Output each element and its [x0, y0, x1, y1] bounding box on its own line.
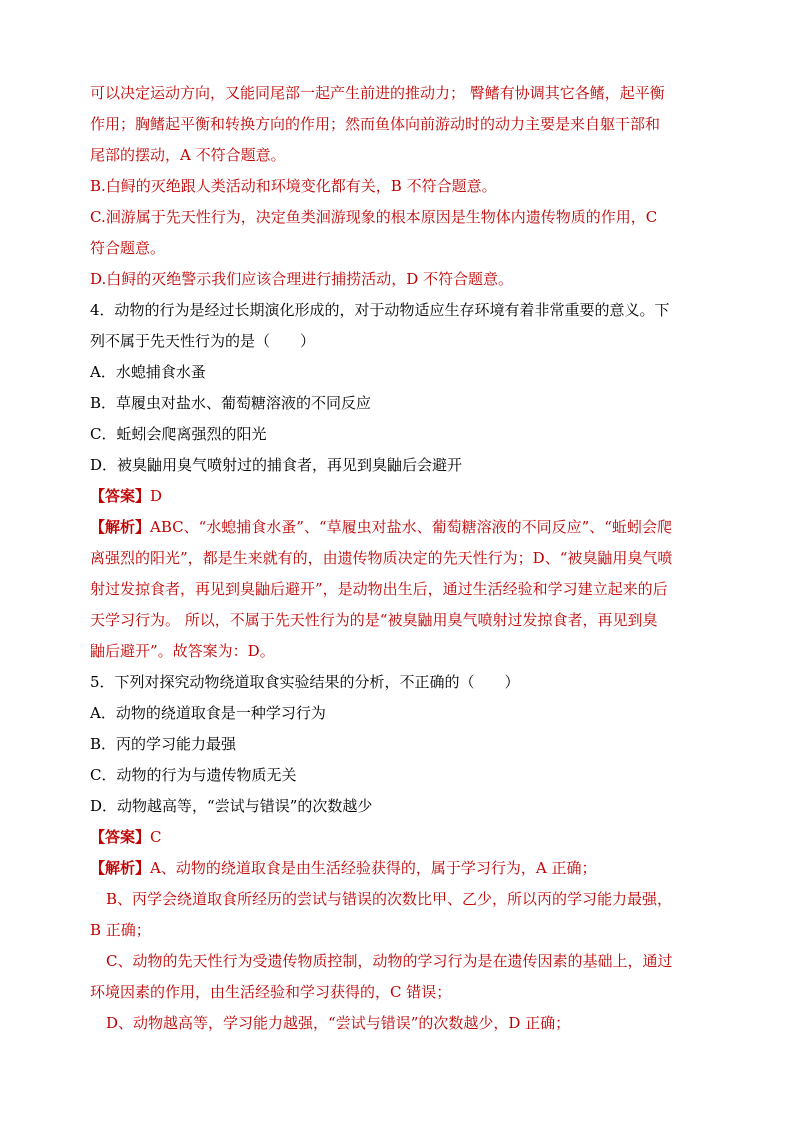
question-5-option-d: D．动物越高等，“尝试与错误”的次数越少 [90, 797, 373, 815]
analysis-text: ABC、“水螅捕食水蚤”、“草履虫对盐水、葡萄糖溶液的不同反应”、“蚯蚓会爬 [150, 518, 672, 536]
answer-value: D [150, 487, 163, 505]
option-analysis-c: C.洄游属于先天性行为，决定鱼类洄游现象的根本原因是生物体内遗传物质的作用，C [90, 208, 658, 226]
answer-value: C [150, 828, 162, 846]
question-4-analysis-line: 射过发掠食者，再见到臭鼬后避开”，是动物出生后，通过生活经验和学习建立起来的后 [90, 580, 668, 598]
question-5-option-c: C．动物的行为与遗传物质无关 [90, 766, 297, 784]
question-5-analysis-b: B 正确； [90, 921, 151, 939]
analysis-continuation-line: 尾部的摆动，A 不符合题意。 [90, 146, 286, 164]
option-analysis-d: D.白鲟的灭绝警示我们应该合理进行捕捞活动，D 不符合题意。 [90, 270, 514, 288]
analysis-continuation-line: 作用；胸鳍起平衡和转换方向的作用；然而鱼体向前游动时的动力主要是来自躯干部和 [90, 115, 661, 133]
option-analysis-c: 符合题意。 [90, 239, 166, 257]
question-5-option-a: A．动物的绕道取食是一种学习行为 [90, 704, 326, 722]
question-4-stem: 4．动物的行为是经过长期演化形成的，对于动物适应生存环境有着非常重要的意义。下 [90, 301, 670, 319]
answer-tag: 【答案】 [90, 487, 151, 505]
question-4-answer [90, 481, 708, 512]
question-5-stem: 5．下列对探究动物绕道取食实验结果的分析，不正确的（ ） [90, 673, 520, 691]
question-5-analysis-c: 环境因素的作用，由生活经验和学习获得的，C 错误； [90, 983, 452, 1001]
analysis-tag: 【解析】 [90, 518, 151, 536]
page-content [90, 78, 708, 1039]
analysis-continuation-line: 可以决定运动方向，又能同尾部一起产生前进的推动力； 臀鳍有协调其它各鳍，起平衡 [90, 84, 665, 102]
question-4-analysis [90, 512, 708, 543]
question-5-analysis-d: D、动物越高等，学习能力越强，“尝试与错误”的次数越少，D 正确； [106, 1014, 571, 1032]
question-4-analysis-line: 鼬后避开”。故答案为：D。 [90, 642, 275, 660]
question-5-analysis-b: B、丙学会绕道取食所经历的尝试与错误的次数比甲、乙少，所以丙的学习能力最强， [106, 890, 673, 908]
question-4-option-b: B．草履虫对盐水、葡萄糖溶液的不同反应 [90, 394, 372, 412]
answer-tag: 【答案】 [90, 828, 151, 846]
question-4-option-c: C．蚯蚓会爬离强烈的阳光 [90, 425, 267, 443]
analysis-text: A、动物的绕道取食是由生活经验获得的，属于学习行为，A 正确； [150, 859, 597, 877]
question-4-analysis-line: 天学习行为。 所以，不属于先天性行为的是“被臭鼬用臭气喷射过发掠食者，再见到臭 [90, 611, 658, 629]
question-4-option-d: D．被臭鼬用臭气喷射过的捕食者，再见到臭鼬后会避开 [90, 456, 463, 474]
question-5-option-b: B．丙的学习能力最强 [90, 735, 237, 753]
question-5-analysis [90, 853, 708, 884]
question-4-analysis-line: 离强烈的阳光”，都是生来就有的，由遗传物质决定的先天性行为；D、“被臭鼬用臭气喷 [90, 549, 673, 567]
question-5-analysis-c: C、动物的先天性行为受遗传物质控制，动物的学习行为是在遗传因素的基础上，通过 [106, 952, 673, 970]
analysis-tag: 【解析】 [90, 859, 151, 877]
option-analysis-b: B.白鲟的灭绝跟人类活动和环境变化都有关，B 不符合题意。 [90, 177, 497, 195]
question-4-stem: 列不属于先天性行为的是（ ） [90, 332, 316, 350]
question-5-answer [90, 822, 708, 853]
question-4-option-a: A．水螅捕食水蚤 [90, 363, 206, 381]
